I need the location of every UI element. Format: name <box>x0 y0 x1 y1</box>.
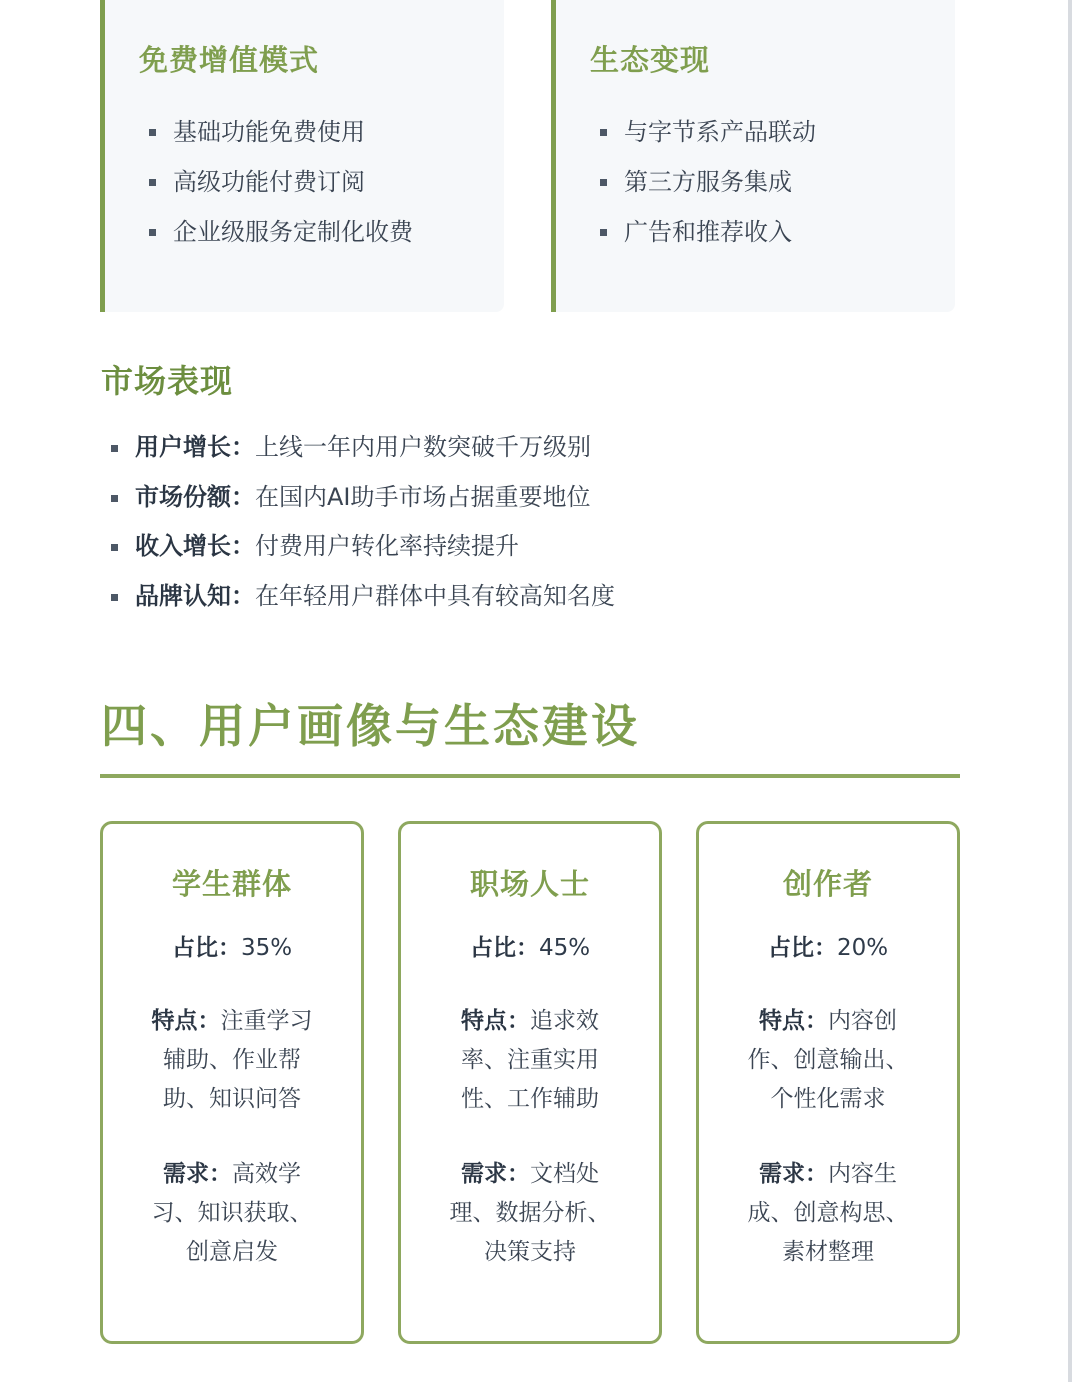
list-item <box>101 473 615 523</box>
list-item-text: 广告和推荐收入 <box>624 218 792 246</box>
card-title: 免费增值模式 <box>139 43 320 77</box>
feature-label: 特点： <box>151 1008 221 1034</box>
item-label: 收入增长： <box>135 532 255 560</box>
persona-features <box>737 1002 919 1119</box>
persona-features <box>141 1002 323 1119</box>
list-item-text: 第三方服务集成 <box>624 168 792 196</box>
feature-text: 追求效率、注重实用性、工作辅助 <box>461 1008 599 1112</box>
need-label: 需求： <box>759 1161 828 1187</box>
need-text: 内容生成、创意构思、素材整理 <box>747 1161 909 1265</box>
item-text: 在年轻用户群体中具有较高知名度 <box>255 581 615 610</box>
need-label: 需求： <box>461 1161 530 1187</box>
item-text: 在国内AI助手市场占据重要地位 <box>255 482 591 511</box>
list-item <box>590 157 955 207</box>
list-item <box>139 207 504 257</box>
persona-card-creators <box>696 821 960 1344</box>
model-card-freemium <box>100 0 504 312</box>
list-item <box>101 522 615 572</box>
section-heading: 四、用户画像与生态建设 <box>101 699 640 753</box>
square-bullet-icon <box>111 445 118 452</box>
square-bullet-icon <box>600 129 607 136</box>
share-label: 占比： <box>171 935 241 961</box>
persona-features <box>439 1002 621 1119</box>
page-edge-divider <box>1068 0 1072 1382</box>
share-label: 占比： <box>469 935 539 961</box>
square-bullet-icon <box>149 179 156 186</box>
item-label: 品牌认知： <box>135 581 255 610</box>
item-label: 市场份额： <box>135 482 255 511</box>
list-item <box>590 207 955 257</box>
share-value: 35% <box>240 935 293 961</box>
need-label: 需求： <box>163 1161 232 1187</box>
square-bullet-icon <box>111 495 118 502</box>
share-value: 45% <box>538 935 591 961</box>
persona-card-students <box>100 821 364 1344</box>
section-title-market: 市场表现 <box>101 362 234 400</box>
square-bullet-icon <box>149 229 156 236</box>
list-item <box>590 107 955 157</box>
item-label: 用户增长： <box>135 433 255 461</box>
list-item-text: 企业级服务定制化收费 <box>173 218 413 246</box>
list-item <box>139 107 504 157</box>
square-bullet-icon <box>111 544 118 551</box>
square-bullet-icon <box>111 594 118 601</box>
square-bullet-icon <box>600 229 607 236</box>
market-list <box>101 423 615 621</box>
bullet-list <box>590 107 955 257</box>
list-item-text: 基础功能免费使用 <box>173 118 365 146</box>
persona-share <box>103 929 361 962</box>
need-text: 高效学习、知识获取、创意启发 <box>151 1161 313 1265</box>
list-item <box>101 572 615 622</box>
persona-share <box>401 929 659 962</box>
list-item-text: 高级功能付费订阅 <box>173 168 365 196</box>
persona-share <box>699 929 957 962</box>
persona-card-professionals <box>398 821 662 1344</box>
square-bullet-icon <box>600 179 607 186</box>
feature-text: 注重学习辅助、作业帮助、知识问答 <box>163 1008 313 1112</box>
persona-needs <box>141 1155 323 1272</box>
list-item <box>101 423 615 473</box>
list-item-text: 与字节系产品联动 <box>624 118 816 146</box>
bullet-list <box>139 107 504 257</box>
share-value: 20% <box>836 935 889 961</box>
item-text: 付费用户转化率持续提升 <box>255 532 519 560</box>
need-text: 文档处理、数据分析、决策支持 <box>449 1161 611 1265</box>
persona-needs <box>439 1155 621 1272</box>
feature-text: 内容创作、创意输出、个性化需求 <box>747 1008 909 1112</box>
persona-title: 职场人士 <box>469 867 590 901</box>
share-label: 占比： <box>767 935 837 961</box>
persona-title: 学生群体 <box>171 867 292 901</box>
list-item <box>139 157 504 207</box>
heading-divider <box>100 774 960 778</box>
persona-needs <box>737 1155 919 1272</box>
persona-title: 创作者 <box>782 867 873 901</box>
feature-label: 特点： <box>461 1008 530 1034</box>
square-bullet-icon <box>149 129 156 136</box>
card-title: 生态变现 <box>590 43 711 77</box>
model-card-ecosystem <box>551 0 955 312</box>
feature-label: 特点： <box>759 1008 828 1034</box>
item-text: 上线一年内用户数突破千万级别 <box>255 433 591 461</box>
